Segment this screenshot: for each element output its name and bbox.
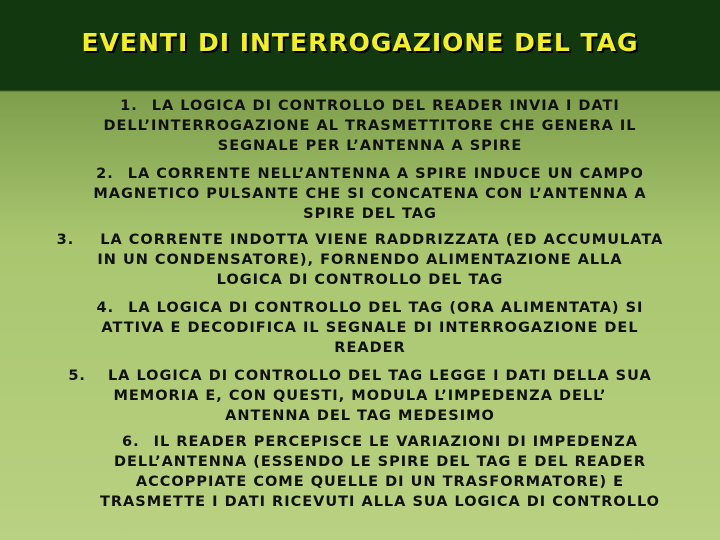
item-text: LA CORRENTE NELL’ANTENNA A SPIRE INDUCE UN CAMPO bbox=[127, 166, 644, 182]
item-line: READER bbox=[334, 340, 406, 356]
item-line: SEGNALE PER L’ANTENNA A SPIRE bbox=[217, 138, 523, 154]
item-text: LA LOGICA DI CONTROLLO DEL READER INVIA I DATI bbox=[151, 98, 620, 114]
item-line: DELL’INTERROGAZIONE AL TRASMETTITORE CHE GENERA IL bbox=[103, 118, 637, 134]
item-line bbox=[25, 230, 695, 250]
item-text: IL READER PERCEPISCE LE VARIAZIONI DI IMPEDENZA bbox=[153, 434, 638, 450]
item-number: 5. bbox=[68, 368, 86, 384]
item-line bbox=[40, 366, 680, 386]
item-line: IN UN CONDENSATORE), FORNENDO ALIMENTAZIONE ALLA bbox=[97, 252, 623, 268]
item-line: SPIRE DEL TAG bbox=[303, 206, 437, 222]
item-line: ACCOPPIATE COME QUELLE DI UN TRASFORMATORE) E bbox=[135, 474, 625, 490]
item-line: TRASMETTE I DATI RICEVUTI ALLA SUA LOGICA DI CONTROLLO bbox=[100, 494, 660, 510]
item-line bbox=[65, 164, 675, 184]
item-line: LOGICA DI CONTROLLO DEL TAG bbox=[216, 272, 504, 288]
list-item-2 bbox=[65, 164, 675, 224]
title-bar bbox=[0, 0, 720, 90]
item-text: LA CORRENTE INDOTTA VIENE RADDRIZZATA (ED ACCUMULATA bbox=[100, 232, 664, 248]
list-item-5 bbox=[40, 366, 680, 426]
item-line bbox=[80, 96, 660, 116]
list-item-6 bbox=[65, 432, 695, 512]
item-line: MAGNETICO PULSANTE CHE SI CONCATENA CON L’ANTENNA A bbox=[93, 186, 647, 202]
item-line: DELL’ANTENNA (ESSENDO LE SPIRE DEL TAG E DEL READER bbox=[113, 454, 647, 470]
item-line bbox=[65, 298, 675, 318]
item-text: LA LOGICA DI CONTROLLO DEL TAG (ORA ALIMENTATA) SI bbox=[128, 300, 644, 316]
item-line: ATTIVA E DECODIFICA IL SEGNALE DI INTERROGAZIONE DEL bbox=[101, 320, 639, 336]
item-line: MEMORIA E, CON QUESTI, MODULA L’IMPEDENZA DELL’ bbox=[113, 388, 607, 404]
item-number: 1. bbox=[120, 98, 138, 114]
item-line: ANTENNA DEL TAG MEDESIMO bbox=[225, 408, 495, 424]
item-number: 4. bbox=[96, 300, 115, 316]
slide-title: EVENTI DI INTERROGAZIONE DEL TAG bbox=[81, 28, 639, 57]
item-line bbox=[65, 432, 695, 452]
item-number: 3. bbox=[56, 232, 75, 248]
list-item-4 bbox=[65, 298, 675, 358]
list-item-3 bbox=[25, 230, 695, 290]
list-item-1 bbox=[80, 96, 660, 156]
item-number: 6. bbox=[122, 434, 140, 450]
item-text: LA LOGICA DI CONTROLLO DEL TAG LEGGE I DATI DELLA SUA bbox=[107, 368, 652, 384]
item-number: 2. bbox=[96, 166, 114, 182]
